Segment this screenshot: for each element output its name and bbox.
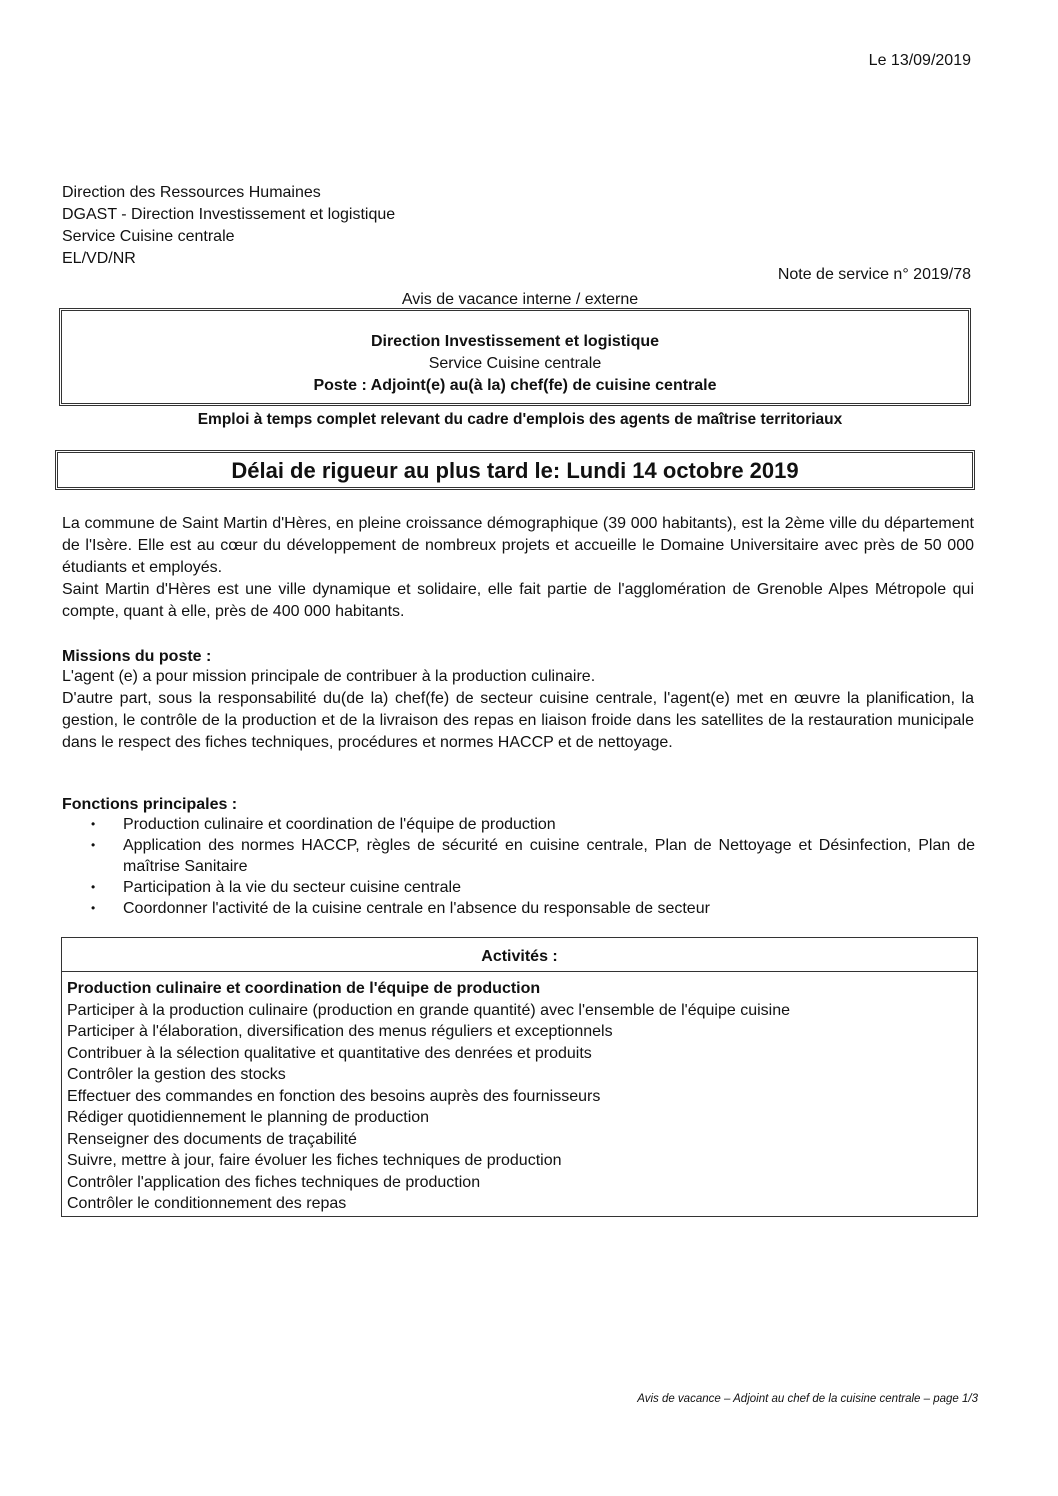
vacancy-type-text: Avis de vacance interne / externe bbox=[401, 291, 639, 308]
list-item bbox=[85, 814, 975, 835]
deadline-text: Délai de rigueur au plus tard le: Lundi 14 octobre 2019 bbox=[231, 458, 799, 483]
activity-item: Suivre, mettre à jour, faire évoluer les fiches techniques de production bbox=[67, 1152, 562, 1169]
bullet-icon: • bbox=[91, 880, 96, 894]
missions-paragraph: L'agent (e) a pour mission principale de contribuer à la production culinaire. bbox=[62, 668, 596, 685]
page-footer: Avis de vacance – Adjoint au chef de la cuisine centrale – page 1/3 bbox=[637, 1393, 978, 1405]
list-item-text: Application des normes HACCP, règles de sécurité en cuisine centrale, Plan de Nettoyage et Désinfection, Plan de maîtrise Sanitaire bbox=[123, 837, 975, 875]
list-item bbox=[85, 835, 975, 877]
sender-line: DGAST - Direction Investissement et logistique bbox=[62, 206, 396, 223]
position-header-box bbox=[59, 308, 971, 406]
list-item-text: Production culinaire et coordination de l'équipe de production bbox=[123, 816, 556, 833]
vacancy-type bbox=[0, 289, 1040, 310]
activity-item: Rédiger quotidiennement le planning de production bbox=[67, 1109, 430, 1126]
missions-paragraph: D'autre part, sous la responsabilité du(de la) chef(fe) de secteur cuisine centrale, l'agent(e) met en œuvre la planification, la gestion, le contrôle de la production et de la livraison des repas en liaison froide dans les satellites de la restauration municipale dans le respect des fiches techniques, procédures et normes HACCP et de nettoyage. bbox=[62, 690, 974, 751]
sender-block bbox=[62, 182, 395, 270]
position-title: Poste : Adjoint(e) au(à la) chef(fe) de cuisine centrale bbox=[313, 377, 717, 394]
service-note-number: Note de service n° 2019/78 bbox=[777, 266, 971, 283]
deadline-box bbox=[55, 450, 975, 490]
activity-item: Contrôler le conditionnement des repas bbox=[67, 1195, 347, 1212]
activity-item: Effectuer des commandes en fonction des besoins auprès des fournisseurs bbox=[67, 1087, 601, 1105]
activity-item: Participer à l'élaboration, diversification des menus réguliers et exceptionnels bbox=[67, 1023, 613, 1040]
activity-item: Contribuer à la sélection qualitative et quantitative des denrées et produits bbox=[67, 1044, 592, 1062]
service-title: Service Cuisine centrale bbox=[428, 355, 602, 372]
list-item-text: Participation à la vie du secteur cuisine centrale bbox=[123, 879, 461, 896]
activities-subheading: Production culinaire et coordination de l'équipe de production bbox=[67, 980, 541, 997]
intro-section bbox=[62, 513, 974, 623]
sender-line: Service Cuisine centrale bbox=[62, 228, 235, 245]
bullet-icon: • bbox=[91, 817, 96, 831]
intro-paragraph: Saint Martin d'Hères est une ville dynamique et solidaire, elle fait partie de l'agglomération de Grenoble Alpes Métropole qui compte, quant à elle, près de 400 000 habitants. bbox=[62, 581, 974, 620]
bullet-icon: • bbox=[91, 838, 96, 852]
activity-item: Contrôler la gestion des stocks bbox=[67, 1066, 286, 1083]
document-date: Le 13/09/2019 bbox=[868, 52, 971, 69]
list-item bbox=[85, 877, 975, 898]
activity-item: Renseigner des documents de traçabilité bbox=[67, 1130, 357, 1148]
bullet-icon: • bbox=[91, 901, 96, 915]
activities-title: Activités : bbox=[62, 938, 977, 972]
employment-type: Emploi à temps complet relevant du cadre d'emplois des agents de maîtrise territoriaux bbox=[197, 411, 843, 428]
functions-list bbox=[85, 814, 975, 919]
sender-line: Direction des Ressources Humaines bbox=[62, 184, 321, 201]
activity-item: Participer à la production culinaire (production en grande quantité) avec l'ensemble de l'équipe cuisine bbox=[67, 1001, 790, 1019]
missions-section bbox=[62, 666, 974, 754]
activities-body bbox=[62, 972, 977, 1215]
functions-heading: Fonctions principales : bbox=[62, 796, 238, 813]
list-item-text: Coordonner l'activité de la cuisine centrale en l'absence du responsable de secteur bbox=[123, 900, 710, 917]
direction-title: Direction Investissement et logistique bbox=[370, 333, 660, 350]
activities-box bbox=[61, 937, 978, 1217]
activity-item: Contrôler l'application des fiches techniques de production bbox=[67, 1173, 481, 1191]
intro-paragraph: La commune de Saint Martin d'Hères, en pleine croissance démographique (39 000 habitants), est la 2ème ville du département de l'Isère. Elle est au cœur du développement de nombreux projets et accueille le Domaine Universitaire avec près de 50 000 étudiants et employés. bbox=[62, 515, 974, 576]
sender-line: EL/VD/NR bbox=[62, 250, 136, 267]
missions-heading: Missions du poste : bbox=[62, 648, 212, 665]
list-item bbox=[85, 898, 975, 919]
